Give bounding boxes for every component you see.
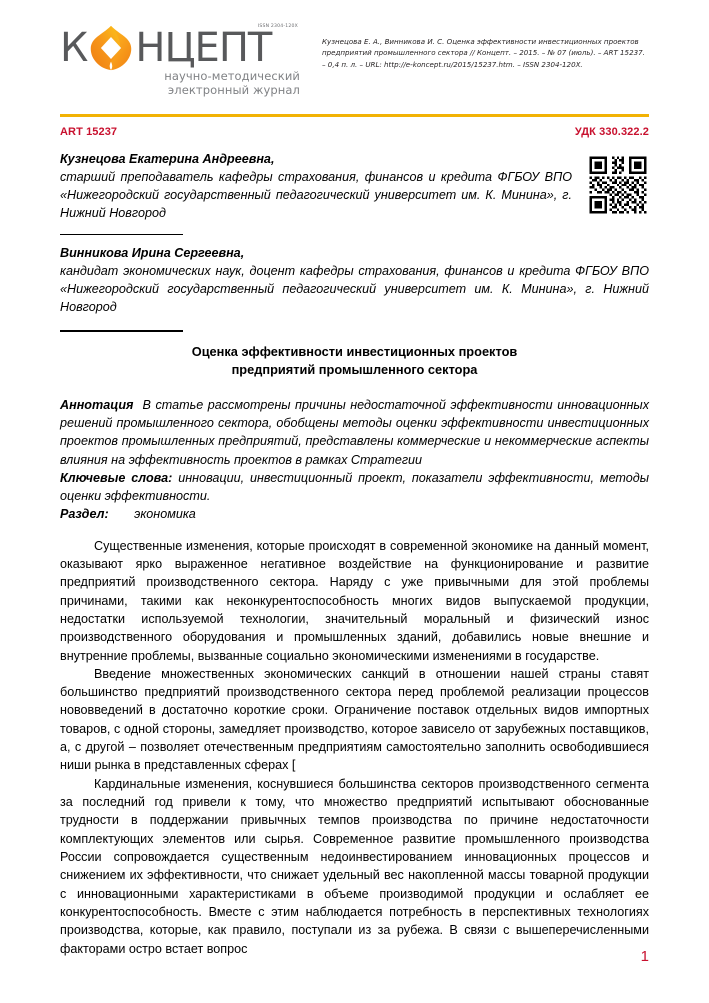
logo-letter-k: К [60, 25, 88, 71]
logo-subtitle-line-2: электронный журнал [167, 83, 300, 98]
body-paragraph: Введение множественных экономических санкций в отношении нашей страны ставят большинство предприятий производственного сектора перед проблемой реализации процессов нововведений в достаточно короткие сроки. Ограничение поставок отдельных видов импортных товаров, с одной стороны, замедляет производство, которое зависело от зарубежных поставщиков, а, с другой – позволяет отечественным предприятиям самостоятельно заполнить освободившиеся ниши рынка в представленных сферах [ [60, 666, 649, 773]
author-affiliation: старший преподаватель кафедры страхования, финансов и кредита ФГБОУ ВПО «Нижегородский государственный педагогический университет им. К. Минина», г. Нижний Новгород [60, 169, 572, 220]
masthead [60, 0, 649, 100]
keywords-text: инновации, инвестиционный проект, показатели эффективности, методы оценки эффективности. [60, 470, 650, 504]
author-affiliation: кандидат экономических наук, доцент кафедры страхования, финансов и кредита ФГБОУ ВПО «Нижегородский государственный педагогический университет им. К. Минина», г. Нижний Новгород [60, 263, 649, 314]
author-entry [60, 151, 649, 223]
abstract-label: Аннотация [60, 397, 134, 412]
author-name: Кузнецова Екатерина Андреевна, [60, 152, 275, 166]
body-paragraph: Существенные изменения, которые происходят в современной экономике на данный момент, оказывают ярко выраженное негативное воздействие на функционирование и развитие предприятий производственного сектора. Наряду с уже привычными для этой проблемы причинами, такими как неконкурентоспособность многих видов выпускаемой продукции, недостатки используемой технологии, значительный моральный и физический износ производственного оборудования и промышленных зданий, добавились новые внешние и внутренние проблемы, вызванные социально экономическими изменениями в государстве. [60, 538, 649, 663]
authors-section [60, 151, 649, 332]
identifier-row [60, 126, 649, 138]
author-name: Винникова Ирина Сергеевна, [60, 245, 245, 260]
logo-subtitle-line-1: научно-методический [164, 69, 300, 83]
section-label: Раздел: [60, 507, 109, 522]
logo-subtitle [60, 69, 300, 97]
journal-logo [60, 24, 300, 98]
section-value: экономика [134, 507, 196, 522]
logo-wordmark [60, 24, 300, 71]
author-divider [60, 234, 183, 235]
page-title-line-1: Оценка эффективности инвестиционных проектов [191, 343, 518, 359]
keywords-label: Ключевые слова: [60, 470, 173, 485]
udc-number: УДК 330.322.2 [574, 126, 649, 138]
citation-block: Кузнецова Е. А., Винникова И. С. Оценка эффективности инвестиционных проектов предприятий промышленного сектора // Концепт. – 2015. – № 07 (июль). – ART 15237. – 0,4 п. л. – URL: http://e-koncept.ru/2015/15237.htm. – ISSN 2304-120X. [322, 37, 645, 69]
header-gold-rule [60, 114, 649, 117]
qr-code-icon [587, 154, 649, 216]
page-number: 1 [640, 948, 649, 965]
logo-letters-ncept: НЦЕПТ [135, 25, 272, 71]
abstract-text: В статье рассмотрены причины недостаточной эффективности инновационных решений промышленного сектора, обобщены методы оценки эффективности инвестиционных проектов промышленных предприятий, представлены коммерческие и некоммерческие аспекты влияния на эффективность проектов в рамках Стратегии [60, 397, 649, 467]
logo-issn-label: ISSN 2304-120X [257, 24, 298, 29]
article-body [60, 537, 649, 958]
page-title-line-2: предприятий промышленного сектора [231, 362, 478, 378]
diamond-logo-icon [88, 25, 134, 71]
page-title [60, 343, 649, 380]
author-entry [60, 245, 649, 317]
section-block [60, 505, 649, 523]
title-divider [60, 330, 183, 331]
body-paragraph: Кардинальные изменения, коснувшиеся большинства секторов производственного сегмента за последний год привели к тому, что множество предприятий испытывают обоснованные трудности в поддержании привычных темпов производства по причине недостаточности комплектующих элементов или сырья. Современное развитие промышленного производства России сопровождается существенным недоинвестированием инновационных процессов и снижением их эффективности, что снижает удельный вес накопленной массы товарной продукции с инновационными характеристиками в объеме производимой продукции и ослабляет ее конкурентоспособность. Вместе с этим наблюдается потребность в перспективных технологиях производства, которые, как правило, поступали из за рубежа. В связи с вышеперечисленными факторами остро встает вопрос [60, 776, 649, 956]
keywords-block [60, 469, 649, 506]
abstract-block [60, 396, 649, 469]
art-number: ART 15237 [60, 126, 118, 138]
article-metadata [60, 396, 649, 524]
